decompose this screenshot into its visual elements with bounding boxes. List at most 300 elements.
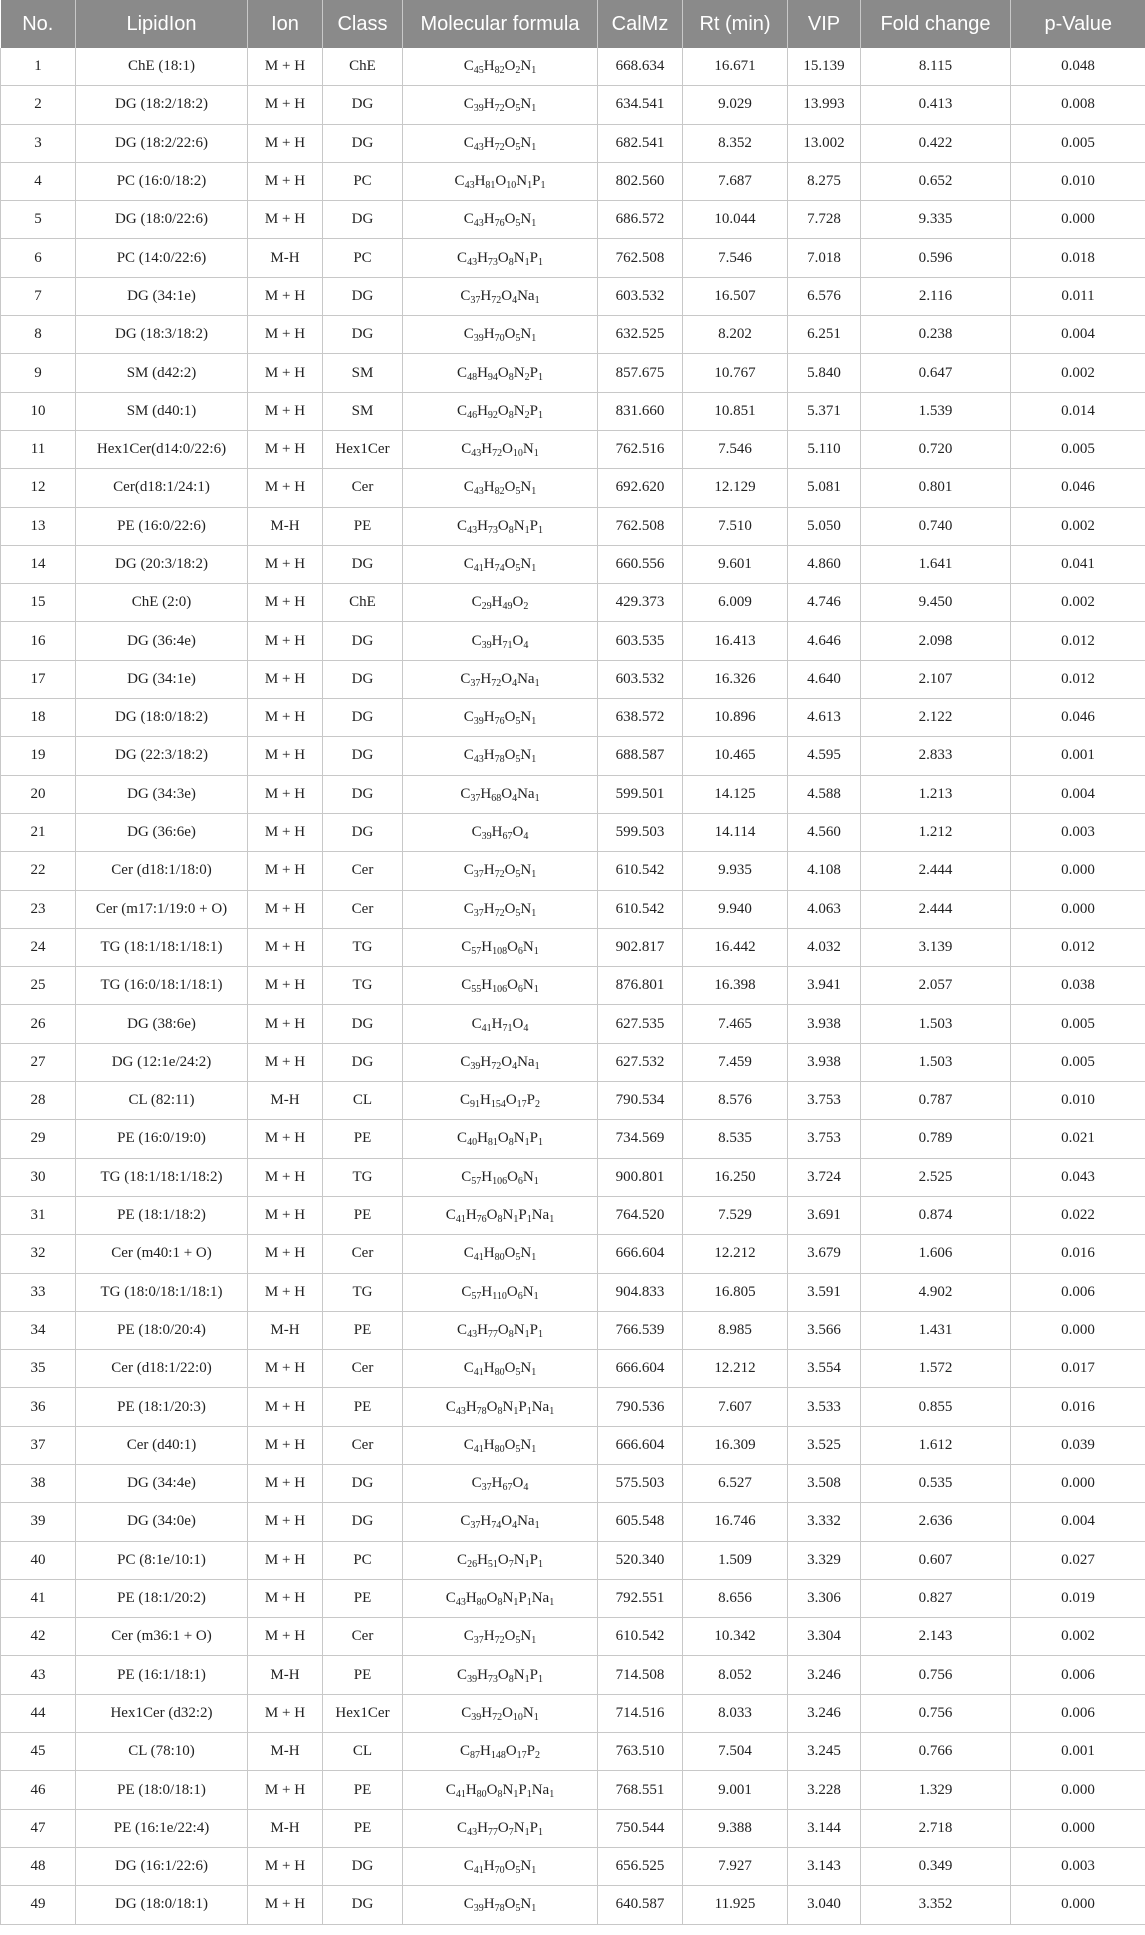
cell-vip: 3.329 [788, 1541, 861, 1579]
cell-p-value: 0.002 [1011, 507, 1145, 545]
cell-class: PC [323, 1541, 403, 1579]
cell-no: 29 [1, 1120, 76, 1158]
cell-class: DG [323, 660, 403, 698]
cell-lipidion: DG (22:3/18:2) [76, 737, 248, 775]
cell-formula: $C_{43}H_{80}O_8N_1P_1Na_1$ [403, 1579, 598, 1617]
cell-no: 49 [1, 1886, 76, 1924]
cell-calmz: 902.817 [598, 928, 683, 966]
header-col-formula: Molecular formula [403, 0, 598, 48]
cell-fold-change: 1.539 [861, 392, 1011, 430]
cell-fold-change: 0.647 [861, 354, 1011, 392]
cell-formula: $C_{39}H_{72}O_5N_1$ [403, 86, 598, 124]
table-row [1, 1694, 1145, 1732]
cell-ion: M + H [248, 86, 323, 124]
cell-ion: M + H [248, 545, 323, 583]
cell-p-value: 0.039 [1011, 1426, 1145, 1464]
cell-p-value: 0.018 [1011, 239, 1145, 277]
cell-class: DG [323, 1464, 403, 1502]
cell-no: 26 [1, 1005, 76, 1043]
cell-vip: 4.640 [788, 660, 861, 698]
cell-calmz: 802.560 [598, 162, 683, 200]
cell-calmz: 876.801 [598, 967, 683, 1005]
cell-no: 34 [1, 1311, 76, 1349]
cell-vip: 3.508 [788, 1464, 861, 1502]
cell-rt: 14.114 [683, 813, 788, 851]
cell-calmz: 610.542 [598, 1618, 683, 1656]
cell-no: 37 [1, 1426, 76, 1464]
cell-calmz: 638.572 [598, 699, 683, 737]
cell-lipidion: TG (18:1/18:1/18:1) [76, 928, 248, 966]
cell-no: 46 [1, 1771, 76, 1809]
table-row [1, 967, 1145, 1005]
cell-rt: 10.851 [683, 392, 788, 430]
cell-fold-change: 1.503 [861, 1005, 1011, 1043]
cell-fold-change: 2.116 [861, 277, 1011, 315]
cell-class: Cer [323, 852, 403, 890]
cell-p-value: 0.048 [1011, 48, 1145, 86]
cell-rt: 7.504 [683, 1733, 788, 1771]
cell-fold-change: 0.413 [861, 86, 1011, 124]
cell-rt: 6.009 [683, 584, 788, 622]
table-row [1, 1120, 1145, 1158]
cell-vip: 4.032 [788, 928, 861, 966]
cell-vip: 3.246 [788, 1694, 861, 1732]
cell-no: 18 [1, 699, 76, 737]
cell-p-value: 0.004 [1011, 1503, 1145, 1541]
cell-class: DG [323, 1005, 403, 1043]
cell-ion: M + H [248, 354, 323, 392]
cell-class: Hex1Cer [323, 430, 403, 468]
cell-formula: $C_{41}H_{80}O_5N_1$ [403, 1350, 598, 1388]
cell-fold-change: 4.902 [861, 1273, 1011, 1311]
cell-calmz: 714.516 [598, 1694, 683, 1732]
cell-vip: 7.018 [788, 239, 861, 277]
cell-no: 31 [1, 1196, 76, 1234]
cell-formula: $C_{39}H_{73}O_8N_1P_1$ [403, 1656, 598, 1694]
cell-lipidion: PE (18:1/20:3) [76, 1388, 248, 1426]
cell-vip: 3.591 [788, 1273, 861, 1311]
cell-class: PE [323, 1656, 403, 1694]
cell-fold-change: 2.444 [861, 852, 1011, 890]
cell-rt: 7.465 [683, 1005, 788, 1043]
cell-rt: 14.125 [683, 775, 788, 813]
cell-lipidion: DG (18:2/22:6) [76, 124, 248, 162]
cell-formula: $C_{41}H_{76}O_8N_1P_1Na_1$ [403, 1196, 598, 1234]
cell-rt: 8.052 [683, 1656, 788, 1694]
cell-vip: 5.081 [788, 469, 861, 507]
cell-fold-change: 9.450 [861, 584, 1011, 622]
cell-calmz: 790.536 [598, 1388, 683, 1426]
cell-ion: M + H [248, 1503, 323, 1541]
table-row [1, 1809, 1145, 1847]
table-row [1, 86, 1145, 124]
cell-formula: $C_{43}H_{76}O_5N_1$ [403, 201, 598, 239]
cell-no: 27 [1, 1043, 76, 1081]
table-row [1, 201, 1145, 239]
cell-calmz: 429.373 [598, 584, 683, 622]
cell-formula: $C_{41}H_{71}O_4$ [403, 1005, 598, 1043]
cell-rt: 8.576 [683, 1082, 788, 1120]
cell-lipidion: PE (18:0/18:1) [76, 1771, 248, 1809]
cell-fold-change: 0.756 [861, 1656, 1011, 1694]
cell-ion: M-H [248, 1656, 323, 1694]
cell-vip: 3.753 [788, 1120, 861, 1158]
cell-p-value: 0.000 [1011, 1886, 1145, 1924]
cell-class: SM [323, 354, 403, 392]
cell-calmz: 603.535 [598, 622, 683, 660]
cell-no: 23 [1, 890, 76, 928]
cell-class: DG [323, 201, 403, 239]
cell-p-value: 0.000 [1011, 1311, 1145, 1349]
cell-calmz: 605.548 [598, 1503, 683, 1541]
cell-ion: M + H [248, 1694, 323, 1732]
cell-calmz: 668.634 [598, 48, 683, 86]
cell-fold-change: 0.422 [861, 124, 1011, 162]
cell-class: PE [323, 1120, 403, 1158]
cell-class: Hex1Cer [323, 1694, 403, 1732]
cell-rt: 11.925 [683, 1886, 788, 1924]
cell-p-value: 0.003 [1011, 813, 1145, 851]
cell-lipidion: DG (12:1e/24:2) [76, 1043, 248, 1081]
cell-formula: $C_{43}H_{77}O_8N_1P_1$ [403, 1311, 598, 1349]
cell-formula: $C_{91}H_{154}O_{17}P_2$ [403, 1082, 598, 1120]
cell-rt: 7.607 [683, 1388, 788, 1426]
table-row [1, 1196, 1145, 1234]
cell-fold-change: 1.606 [861, 1235, 1011, 1273]
cell-formula: $C_{39}H_{72}O_4Na_1$ [403, 1043, 598, 1081]
table-row [1, 162, 1145, 200]
cell-vip: 4.595 [788, 737, 861, 775]
cell-formula: $C_{41}H_{70}O_5N_1$ [403, 1847, 598, 1885]
cell-rt: 7.687 [683, 162, 788, 200]
cell-rt: 7.459 [683, 1043, 788, 1081]
cell-rt: 7.510 [683, 507, 788, 545]
cell-rt: 9.029 [683, 86, 788, 124]
cell-lipidion: PE (18:1/20:2) [76, 1579, 248, 1617]
cell-rt: 8.352 [683, 124, 788, 162]
cell-lipidion: PC (8:1e/10:1) [76, 1541, 248, 1579]
cell-class: TG [323, 928, 403, 966]
cell-vip: 3.332 [788, 1503, 861, 1541]
cell-p-value: 0.000 [1011, 890, 1145, 928]
header-col-class: Class [323, 0, 403, 48]
cell-class: TG [323, 1273, 403, 1311]
cell-no: 16 [1, 622, 76, 660]
cell-class: CL [323, 1733, 403, 1771]
cell-rt: 16.326 [683, 660, 788, 698]
cell-calmz: 666.604 [598, 1350, 683, 1388]
header-col-ion: Ion [248, 0, 323, 48]
cell-p-value: 0.001 [1011, 737, 1145, 775]
cell-class: Cer [323, 890, 403, 928]
cell-formula: $C_{45}H_{82}O_2N_1$ [403, 48, 598, 86]
cell-rt: 10.767 [683, 354, 788, 392]
cell-vip: 3.040 [788, 1886, 861, 1924]
cell-formula: $C_{37}H_{74}O_4Na_1$ [403, 1503, 598, 1541]
cell-class: PE [323, 507, 403, 545]
cell-no: 28 [1, 1082, 76, 1120]
cell-rt: 8.202 [683, 316, 788, 354]
cell-ion: M + H [248, 469, 323, 507]
cell-vip: 5.371 [788, 392, 861, 430]
cell-no: 41 [1, 1579, 76, 1617]
cell-fold-change: 2.057 [861, 967, 1011, 1005]
table-row [1, 277, 1145, 315]
cell-rt: 8.535 [683, 1120, 788, 1158]
cell-class: PE [323, 1196, 403, 1234]
cell-lipidion: PE (16:1e/22:4) [76, 1809, 248, 1847]
cell-class: DG [323, 699, 403, 737]
cell-p-value: 0.006 [1011, 1656, 1145, 1694]
cell-class: PE [323, 1579, 403, 1617]
cell-p-value: 0.011 [1011, 277, 1145, 315]
table-row [1, 48, 1145, 86]
cell-p-value: 0.000 [1011, 852, 1145, 890]
cell-ion: M + H [248, 928, 323, 966]
cell-class: PE [323, 1311, 403, 1349]
cell-calmz: 575.503 [598, 1464, 683, 1502]
cell-lipidion: DG (18:0/22:6) [76, 201, 248, 239]
cell-formula: $C_{41}H_{80}O_5N_1$ [403, 1426, 598, 1464]
cell-no: 30 [1, 1158, 76, 1196]
cell-formula: $C_{41}H_{80}O_5N_1$ [403, 1235, 598, 1273]
table-row [1, 660, 1145, 698]
cell-lipidion: Cer (m40:1 + O) [76, 1235, 248, 1273]
cell-calmz: 627.532 [598, 1043, 683, 1081]
cell-fold-change: 1.212 [861, 813, 1011, 851]
cell-lipidion: DG (18:2/18:2) [76, 86, 248, 124]
cell-calmz: 857.675 [598, 354, 683, 392]
cell-rt: 10.342 [683, 1618, 788, 1656]
cell-lipidion: PE (16:0/22:6) [76, 507, 248, 545]
header-col-no: No. [1, 0, 76, 48]
cell-calmz: 599.503 [598, 813, 683, 851]
table-row [1, 1656, 1145, 1694]
cell-ion: M-H [248, 507, 323, 545]
cell-rt: 16.309 [683, 1426, 788, 1464]
table-row [1, 1579, 1145, 1617]
cell-vip: 4.613 [788, 699, 861, 737]
cell-lipidion: DG (36:6e) [76, 813, 248, 851]
cell-calmz: 768.551 [598, 1771, 683, 1809]
cell-lipidion: Cer (d40:1) [76, 1426, 248, 1464]
cell-formula: $C_{39}H_{67}O_4$ [403, 813, 598, 851]
cell-vip: 13.002 [788, 124, 861, 162]
cell-fold-change: 0.652 [861, 162, 1011, 200]
cell-lipidion: ChE (2:0) [76, 584, 248, 622]
cell-p-value: 0.008 [1011, 86, 1145, 124]
cell-lipidion: CL (78:10) [76, 1733, 248, 1771]
cell-class: DG [323, 277, 403, 315]
cell-lipidion: PC (16:0/18:2) [76, 162, 248, 200]
cell-vip: 3.246 [788, 1656, 861, 1694]
cell-calmz: 632.525 [598, 316, 683, 354]
cell-class: PC [323, 239, 403, 277]
cell-lipidion: DG (34:3e) [76, 775, 248, 813]
cell-calmz: 762.516 [598, 430, 683, 468]
cell-p-value: 0.006 [1011, 1694, 1145, 1732]
cell-ion: M + H [248, 1579, 323, 1617]
cell-no: 1 [1, 48, 76, 86]
cell-lipidion: SM (d40:1) [76, 392, 248, 430]
cell-formula: $C_{37}H_{72}O_4Na_1$ [403, 660, 598, 698]
table-row [1, 622, 1145, 660]
cell-ion: M + H [248, 48, 323, 86]
cell-calmz: 682.541 [598, 124, 683, 162]
cell-no: 33 [1, 1273, 76, 1311]
cell-formula: $C_{37}H_{72}O_5N_1$ [403, 1618, 598, 1656]
cell-rt: 16.250 [683, 1158, 788, 1196]
cell-vip: 3.753 [788, 1082, 861, 1120]
cell-vip: 3.245 [788, 1733, 861, 1771]
cell-formula: $C_{37}H_{72}O_5N_1$ [403, 890, 598, 928]
cell-lipidion: PE (18:1/18:2) [76, 1196, 248, 1234]
cell-rt: 16.805 [683, 1273, 788, 1311]
cell-no: 21 [1, 813, 76, 851]
cell-calmz: 603.532 [598, 660, 683, 698]
cell-vip: 6.251 [788, 316, 861, 354]
cell-rt: 16.442 [683, 928, 788, 966]
cell-no: 32 [1, 1235, 76, 1273]
cell-ion: M-H [248, 1809, 323, 1847]
cell-ion: M + H [248, 1273, 323, 1311]
cell-formula: $C_{57}H_{110}O_6N_1$ [403, 1273, 598, 1311]
cell-class: DG [323, 813, 403, 851]
cell-formula: $C_{40}H_{81}O_8N_1P_1$ [403, 1120, 598, 1158]
cell-no: 44 [1, 1694, 76, 1732]
cell-calmz: 660.556 [598, 545, 683, 583]
cell-ion: M + H [248, 584, 323, 622]
cell-lipidion: Cer (d18:1/22:0) [76, 1350, 248, 1388]
cell-ion: M + H [248, 392, 323, 430]
cell-fold-change: 1.641 [861, 545, 1011, 583]
cell-vip: 13.993 [788, 86, 861, 124]
cell-p-value: 0.000 [1011, 1771, 1145, 1809]
cell-rt: 8.656 [683, 1579, 788, 1617]
cell-formula: $C_{43}H_{72}O_{10}N_1$ [403, 430, 598, 468]
cell-ion: M + H [248, 124, 323, 162]
cell-lipidion: DG (20:3/18:2) [76, 545, 248, 583]
cell-no: 19 [1, 737, 76, 775]
cell-calmz: 599.501 [598, 775, 683, 813]
cell-p-value: 0.022 [1011, 1196, 1145, 1234]
cell-lipidion: DG (34:4e) [76, 1464, 248, 1502]
cell-class: DG [323, 622, 403, 660]
cell-fold-change: 1.213 [861, 775, 1011, 813]
table-row [1, 430, 1145, 468]
table-row [1, 1426, 1145, 1464]
cell-p-value: 0.000 [1011, 201, 1145, 239]
cell-ion: M + H [248, 813, 323, 851]
cell-fold-change: 0.238 [861, 316, 1011, 354]
cell-ion: M + H [248, 201, 323, 239]
cell-calmz: 666.604 [598, 1426, 683, 1464]
cell-calmz: 714.508 [598, 1656, 683, 1694]
cell-class: DG [323, 1886, 403, 1924]
cell-calmz: 686.572 [598, 201, 683, 239]
cell-vip: 5.110 [788, 430, 861, 468]
cell-vip: 4.646 [788, 622, 861, 660]
cell-formula: $C_{55}H_{106}O_6N_1$ [403, 967, 598, 1005]
cell-rt: 8.985 [683, 1311, 788, 1349]
cell-formula: $C_{37}H_{68}O_4Na_1$ [403, 775, 598, 813]
table-row [1, 1005, 1145, 1043]
cell-p-value: 0.012 [1011, 928, 1145, 966]
table-row [1, 469, 1145, 507]
cell-calmz: 666.604 [598, 1235, 683, 1273]
cell-calmz: 692.620 [598, 469, 683, 507]
cell-vip: 3.938 [788, 1043, 861, 1081]
cell-formula: $C_{43}H_{81}O_{10}N_1P_1$ [403, 162, 598, 200]
table-row [1, 1771, 1145, 1809]
cell-formula: $C_{43}H_{78}O_5N_1$ [403, 737, 598, 775]
cell-ion: M + H [248, 737, 323, 775]
cell-calmz: 904.833 [598, 1273, 683, 1311]
cell-class: Cer [323, 1235, 403, 1273]
cell-lipidion: TG (16:0/18:1/18:1) [76, 967, 248, 1005]
cell-fold-change: 0.801 [861, 469, 1011, 507]
cell-p-value: 0.005 [1011, 430, 1145, 468]
cell-fold-change: 2.636 [861, 1503, 1011, 1541]
cell-class: TG [323, 1158, 403, 1196]
cell-formula: $C_{37}H_{72}O_4Na_1$ [403, 277, 598, 315]
cell-p-value: 0.017 [1011, 1350, 1145, 1388]
table-row [1, 1158, 1145, 1196]
cell-ion: M + H [248, 1043, 323, 1081]
cell-rt: 16.413 [683, 622, 788, 660]
cell-no: 9 [1, 354, 76, 392]
cell-rt: 7.529 [683, 1196, 788, 1234]
cell-no: 5 [1, 201, 76, 239]
cell-class: Cer [323, 1426, 403, 1464]
cell-rt: 12.212 [683, 1350, 788, 1388]
cell-formula: $C_{57}H_{108}O_6N_1$ [403, 928, 598, 966]
cell-calmz: 610.542 [598, 852, 683, 890]
cell-ion: M + H [248, 1350, 323, 1388]
cell-fold-change: 8.115 [861, 48, 1011, 86]
cell-lipidion: Cer (m17:1/19:0 + O) [76, 890, 248, 928]
cell-lipidion: PE (16:1/18:1) [76, 1656, 248, 1694]
cell-formula: $C_{41}H_{80}O_8N_1P_1Na_1$ [403, 1771, 598, 1809]
table-row [1, 316, 1145, 354]
cell-no: 47 [1, 1809, 76, 1847]
cell-formula: $C_{29}H_{49}O_2$ [403, 584, 598, 622]
cell-vip: 5.050 [788, 507, 861, 545]
table-row [1, 1235, 1145, 1273]
table-row [1, 928, 1145, 966]
table-row [1, 545, 1145, 583]
cell-rt: 10.896 [683, 699, 788, 737]
cell-rt: 8.033 [683, 1694, 788, 1732]
cell-p-value: 0.043 [1011, 1158, 1145, 1196]
cell-ion: M + H [248, 622, 323, 660]
cell-vip: 4.108 [788, 852, 861, 890]
cell-p-value: 0.003 [1011, 1847, 1145, 1885]
cell-class: CL [323, 1082, 403, 1120]
cell-ion: M + H [248, 1464, 323, 1502]
cell-lipidion: Cer(d18:1/24:1) [76, 469, 248, 507]
cell-vip: 4.063 [788, 890, 861, 928]
cell-no: 35 [1, 1350, 76, 1388]
cell-ion: M + H [248, 1005, 323, 1043]
cell-fold-change: 1.431 [861, 1311, 1011, 1349]
cell-class: DG [323, 545, 403, 583]
cell-fold-change: 0.740 [861, 507, 1011, 545]
cell-rt: 12.129 [683, 469, 788, 507]
cell-fold-change: 2.444 [861, 890, 1011, 928]
cell-fold-change: 3.139 [861, 928, 1011, 966]
cell-lipidion: Cer (d18:1/18:0) [76, 852, 248, 890]
